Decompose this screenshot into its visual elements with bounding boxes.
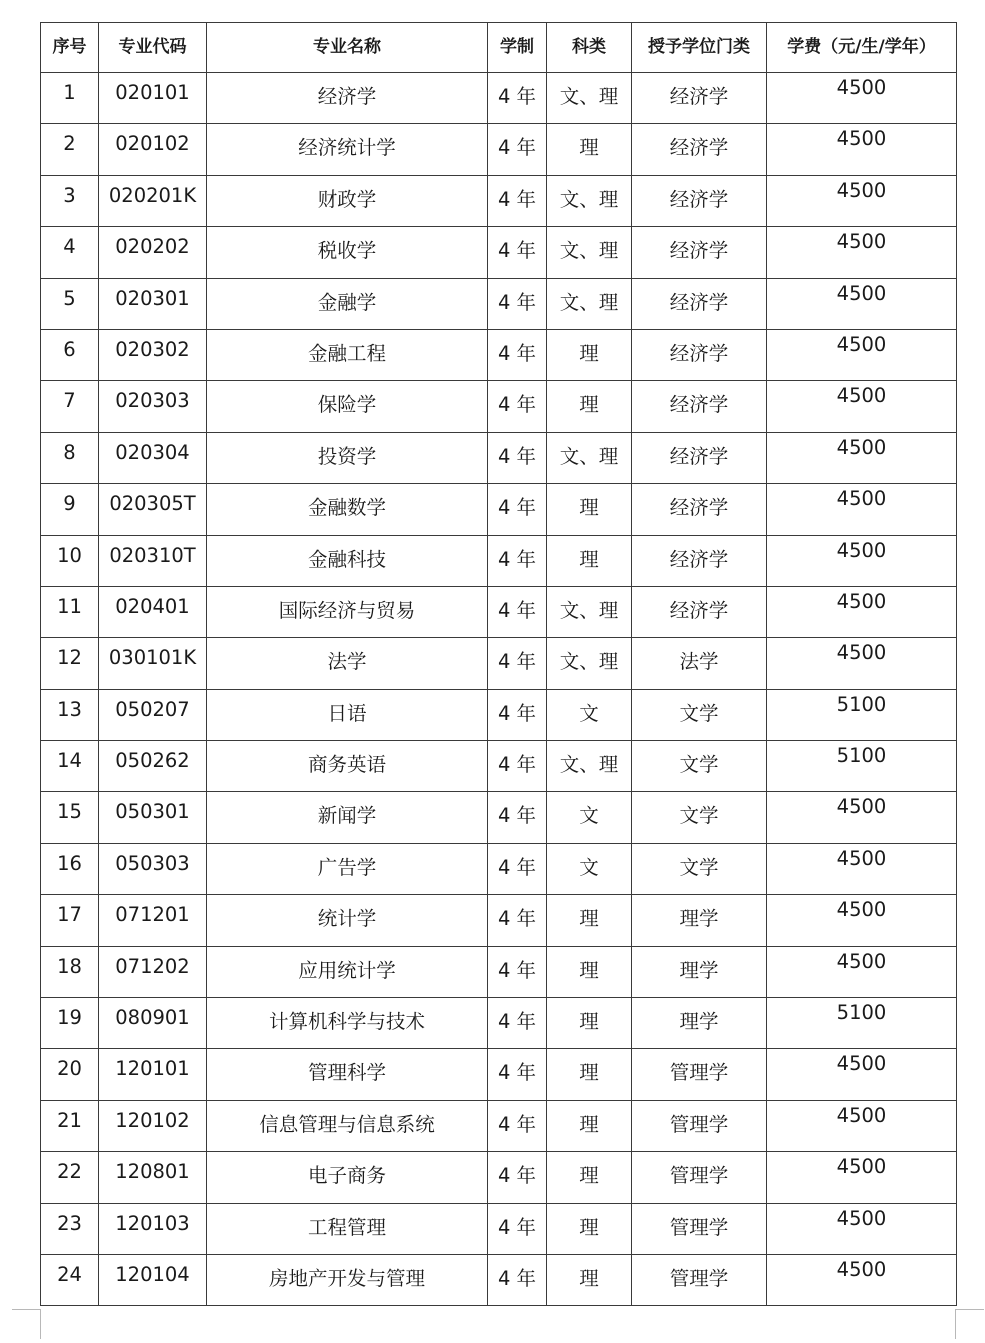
cell-major-code: 071202: [99, 946, 207, 997]
table-header-row: [41, 23, 957, 73]
cell-serial: 10: [41, 535, 99, 586]
cell-serial: 22: [41, 1152, 99, 1203]
cell-degree: 经济学: [632, 535, 767, 586]
header-major-name: 专业名称: [207, 23, 488, 73]
cell-major-code: 020305T: [99, 484, 207, 535]
cell-serial: 8: [41, 432, 99, 483]
table-row: [41, 175, 957, 226]
cell-major-name: 金融数学: [207, 484, 488, 535]
cell-serial: 5: [41, 278, 99, 329]
cell-serial: 1: [41, 73, 99, 124]
cell-tuition: 4500: [767, 792, 957, 843]
table-row: [41, 73, 957, 124]
cell-degree: 经济学: [632, 278, 767, 329]
cell-category: 理: [547, 1152, 632, 1203]
cell-major-name: 税收学: [207, 227, 488, 278]
cell-serial: 21: [41, 1100, 99, 1151]
cell-serial: 17: [41, 895, 99, 946]
cell-major-name: 保险学: [207, 381, 488, 432]
cell-category: 文、理: [547, 175, 632, 226]
cell-duration: 4 年: [488, 329, 547, 380]
table-row: [41, 1049, 957, 1100]
cell-degree: 经济学: [632, 227, 767, 278]
cell-major-name: 新闻学: [207, 792, 488, 843]
cell-degree: 文学: [632, 792, 767, 843]
cell-tuition: 5100: [767, 741, 957, 792]
cell-duration: 4 年: [488, 278, 547, 329]
cell-major-code: 020302: [99, 329, 207, 380]
cell-duration: 4 年: [488, 227, 547, 278]
cell-major-name: 电子商务: [207, 1152, 488, 1203]
table-row: [41, 1100, 957, 1151]
cell-duration: 4 年: [488, 124, 547, 175]
cell-duration: 4 年: [488, 638, 547, 689]
cell-duration: 4 年: [488, 741, 547, 792]
cell-major-name: 投资学: [207, 432, 488, 483]
cell-major-code: 050303: [99, 843, 207, 894]
cell-major-code: 020401: [99, 586, 207, 637]
cell-serial: 13: [41, 689, 99, 740]
cell-major-code: 120801: [99, 1152, 207, 1203]
cell-degree: 管理学: [632, 1254, 767, 1305]
table-row: [41, 946, 957, 997]
cell-major-name: 房地产开发与管理: [207, 1254, 488, 1305]
cell-major-name: 金融学: [207, 278, 488, 329]
crop-mark-left: [12, 1309, 40, 1310]
cell-tuition: 5100: [767, 689, 957, 740]
table-row: [41, 895, 957, 946]
cell-major-name: 统计学: [207, 895, 488, 946]
majors-table: [40, 22, 957, 1306]
cell-duration: 4 年: [488, 895, 547, 946]
table-row: [41, 484, 957, 535]
cell-degree: 管理学: [632, 1152, 767, 1203]
table-row: [41, 638, 957, 689]
cell-major-name: 经济学: [207, 73, 488, 124]
table-row: [41, 124, 957, 175]
cell-degree: 文学: [632, 741, 767, 792]
cell-category: 理: [547, 1049, 632, 1100]
cell-category: 理: [547, 1254, 632, 1305]
header-duration: 学制: [488, 23, 547, 73]
cell-serial: 9: [41, 484, 99, 535]
cell-degree: 经济学: [632, 484, 767, 535]
header-major-code: 专业代码: [99, 23, 207, 73]
cell-serial: 6: [41, 329, 99, 380]
cell-degree: 管理学: [632, 1203, 767, 1254]
header-category: 科类: [547, 23, 632, 73]
cell-tuition: 4500: [767, 1203, 957, 1254]
cell-major-name: 信息管理与信息系统: [207, 1100, 488, 1151]
table-row: [41, 586, 957, 637]
cell-degree: 文学: [632, 689, 767, 740]
cell-duration: 4 年: [488, 1203, 547, 1254]
cell-serial: 4: [41, 227, 99, 278]
cell-major-name: 金融科技: [207, 535, 488, 586]
cell-category: 文、理: [547, 278, 632, 329]
cell-major-name: 国际经济与贸易: [207, 586, 488, 637]
cell-serial: 20: [41, 1049, 99, 1100]
cell-duration: 4 年: [488, 843, 547, 894]
cell-tuition: 4500: [767, 1254, 957, 1305]
cell-serial: 12: [41, 638, 99, 689]
cell-major-code: 020304: [99, 432, 207, 483]
cell-tuition: 4500: [767, 73, 957, 124]
cell-major-name: 日语: [207, 689, 488, 740]
cell-category: 理: [547, 484, 632, 535]
cell-serial: 15: [41, 792, 99, 843]
cell-degree: 法学: [632, 638, 767, 689]
cell-category: 理: [547, 381, 632, 432]
cell-serial: 11: [41, 586, 99, 637]
table-row: [41, 689, 957, 740]
cell-tuition: 5100: [767, 998, 957, 1049]
cell-duration: 4 年: [488, 484, 547, 535]
cell-major-code: 020102: [99, 124, 207, 175]
cell-tuition: 4500: [767, 227, 957, 278]
cell-duration: 4 年: [488, 432, 547, 483]
crop-mark-right: [956, 1309, 984, 1310]
cell-duration: 4 年: [488, 946, 547, 997]
cell-major-code: 030101K: [99, 638, 207, 689]
cell-major-code: 050301: [99, 792, 207, 843]
cell-major-name: 商务英语: [207, 741, 488, 792]
cell-duration: 4 年: [488, 998, 547, 1049]
cell-category: 文、理: [547, 73, 632, 124]
cell-serial: 18: [41, 946, 99, 997]
cell-tuition: 4500: [767, 946, 957, 997]
cell-tuition: 4500: [767, 432, 957, 483]
cell-duration: 4 年: [488, 1049, 547, 1100]
cell-serial: 24: [41, 1254, 99, 1305]
cell-tuition: 4500: [767, 535, 957, 586]
cell-tuition: 4500: [767, 1152, 957, 1203]
cell-category: 文、理: [547, 227, 632, 278]
cell-category: 理: [547, 329, 632, 380]
header-degree: 授予学位门类: [632, 23, 767, 73]
cell-serial: 19: [41, 998, 99, 1049]
table-row: [41, 792, 957, 843]
table-row: [41, 1152, 957, 1203]
cell-tuition: 4500: [767, 124, 957, 175]
cell-tuition: 4500: [767, 586, 957, 637]
cell-degree: 文学: [632, 843, 767, 894]
cell-serial: 16: [41, 843, 99, 894]
cell-duration: 4 年: [488, 1100, 547, 1151]
cell-degree: 经济学: [632, 124, 767, 175]
cell-major-code: 120104: [99, 1254, 207, 1305]
table-row: [41, 329, 957, 380]
cell-duration: 4 年: [488, 586, 547, 637]
cell-category: 理: [547, 895, 632, 946]
cell-category: 理: [547, 1203, 632, 1254]
cell-category: 文、理: [547, 741, 632, 792]
cell-tuition: 4500: [767, 484, 957, 535]
cell-category: 文、理: [547, 586, 632, 637]
cell-tuition: 4500: [767, 1049, 957, 1100]
cell-degree: 经济学: [632, 381, 767, 432]
cell-category: 文: [547, 792, 632, 843]
table-row: [41, 381, 957, 432]
crop-mark-left-vertical: [40, 1309, 41, 1339]
cell-serial: 3: [41, 175, 99, 226]
cell-duration: 4 年: [488, 73, 547, 124]
table-row: [41, 741, 957, 792]
cell-duration: 4 年: [488, 535, 547, 586]
cell-degree: 经济学: [632, 73, 767, 124]
cell-degree: 理学: [632, 895, 767, 946]
cell-tuition: 4500: [767, 638, 957, 689]
table-body: [41, 73, 957, 1306]
cell-major-code: 020202: [99, 227, 207, 278]
cell-major-code: 020201K: [99, 175, 207, 226]
table-row: [41, 278, 957, 329]
table-row: [41, 843, 957, 894]
cell-serial: 7: [41, 381, 99, 432]
cell-major-code: 050262: [99, 741, 207, 792]
cell-duration: 4 年: [488, 792, 547, 843]
cell-category: 理: [547, 535, 632, 586]
cell-major-code: 071201: [99, 895, 207, 946]
cell-major-name: 法学: [207, 638, 488, 689]
header-serial: 序号: [41, 23, 99, 73]
cell-major-code: 020303: [99, 381, 207, 432]
table-row: [41, 1254, 957, 1305]
cell-degree: 管理学: [632, 1100, 767, 1151]
cell-category: 理: [547, 1100, 632, 1151]
cell-major-name: 广告学: [207, 843, 488, 894]
table-row: [41, 1203, 957, 1254]
cell-major-code: 080901: [99, 998, 207, 1049]
cell-major-code: 120102: [99, 1100, 207, 1151]
cell-category: 理: [547, 124, 632, 175]
cell-category: 文、理: [547, 638, 632, 689]
cell-duration: 4 年: [488, 1254, 547, 1305]
crop-mark-right-vertical: [955, 1309, 956, 1339]
cell-major-name: 计算机科学与技术: [207, 998, 488, 1049]
cell-category: 文: [547, 843, 632, 894]
cell-category: 文、理: [547, 432, 632, 483]
cell-degree: 管理学: [632, 1049, 767, 1100]
cell-tuition: 4500: [767, 175, 957, 226]
table-row: [41, 227, 957, 278]
cell-degree: 理学: [632, 998, 767, 1049]
cell-degree: 经济学: [632, 175, 767, 226]
header-tuition: 学费（元/生/学年）: [767, 23, 957, 73]
cell-major-code: 050207: [99, 689, 207, 740]
cell-major-code: 120101: [99, 1049, 207, 1100]
cell-tuition: 4500: [767, 329, 957, 380]
cell-category: 理: [547, 998, 632, 1049]
cell-major-code: 120103: [99, 1203, 207, 1254]
cell-serial: 23: [41, 1203, 99, 1254]
cell-major-name: 应用统计学: [207, 946, 488, 997]
table-row: [41, 432, 957, 483]
cell-major-code: 020310T: [99, 535, 207, 586]
cell-degree: 经济学: [632, 329, 767, 380]
cell-major-name: 财政学: [207, 175, 488, 226]
cell-duration: 4 年: [488, 175, 547, 226]
cell-tuition: 4500: [767, 278, 957, 329]
cell-major-name: 金融工程: [207, 329, 488, 380]
cell-duration: 4 年: [488, 381, 547, 432]
cell-duration: 4 年: [488, 689, 547, 740]
cell-tuition: 4500: [767, 1100, 957, 1151]
cell-major-name: 工程管理: [207, 1203, 488, 1254]
cell-major-name: 管理科学: [207, 1049, 488, 1100]
cell-major-name: 经济统计学: [207, 124, 488, 175]
cell-serial: 14: [41, 741, 99, 792]
cell-tuition: 4500: [767, 381, 957, 432]
table-row: [41, 998, 957, 1049]
cell-major-code: 020101: [99, 73, 207, 124]
cell-degree: 经济学: [632, 586, 767, 637]
cell-serial: 2: [41, 124, 99, 175]
cell-category: 文: [547, 689, 632, 740]
cell-degree: 经济学: [632, 432, 767, 483]
table-row: [41, 535, 957, 586]
cell-tuition: 4500: [767, 843, 957, 894]
cell-degree: 理学: [632, 946, 767, 997]
cell-major-code: 020301: [99, 278, 207, 329]
cell-duration: 4 年: [488, 1152, 547, 1203]
cell-category: 理: [547, 946, 632, 997]
cell-tuition: 4500: [767, 895, 957, 946]
